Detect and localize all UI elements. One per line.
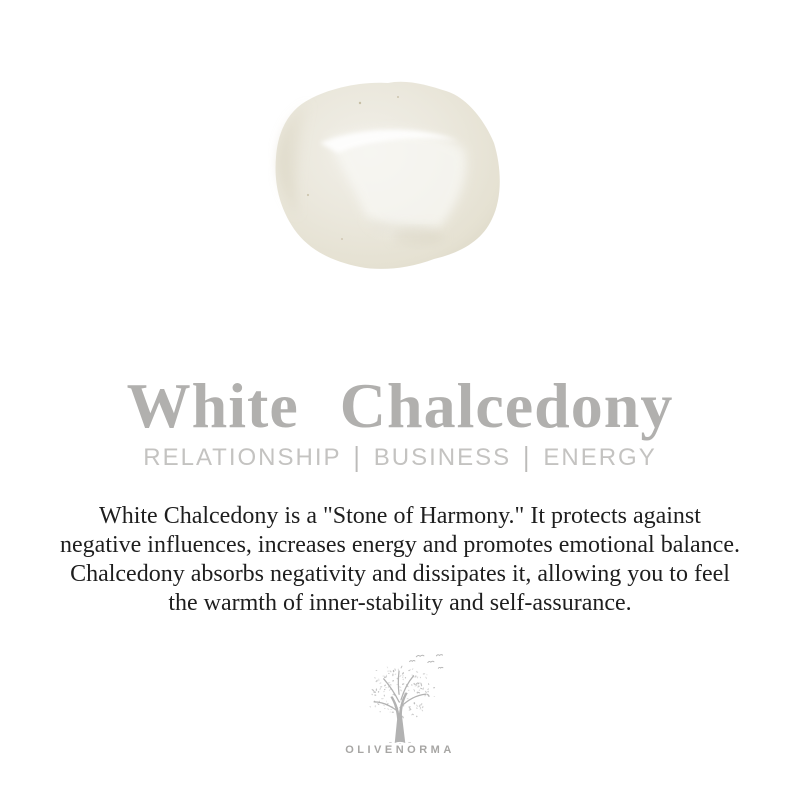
brand-logo xyxy=(352,652,448,744)
tag-relationship: RELATIONSHIP xyxy=(143,444,342,471)
stone-speckle xyxy=(397,96,399,98)
description-line: White Chalcedony is a "Stone of Harmony." It protects against xyxy=(99,503,701,529)
brand-wordmark: OLIVENORMA xyxy=(345,744,455,756)
stone-speckle xyxy=(307,194,309,196)
description-line: the warmth of inner-stability and self-assurance. xyxy=(168,590,632,616)
tag-line xyxy=(0,443,800,473)
description-line: negative influences, increases energy and promotes emotional balance. xyxy=(60,532,740,558)
stone-speckle xyxy=(359,102,361,104)
tag-energy: ENERGY xyxy=(543,444,657,471)
description xyxy=(20,502,780,618)
chalcedony-stone-image xyxy=(268,77,508,273)
stone-bottom-shadow xyxy=(392,229,444,245)
page-title: White Chalcedony xyxy=(126,369,674,441)
description-line: Chalcedony absorbs negativity and dissipates it, allowing you to feel xyxy=(70,561,730,587)
tag-separator: | xyxy=(523,441,532,473)
stone-speckle xyxy=(341,238,343,240)
birds-icon xyxy=(410,655,443,669)
tag-business: BUSINESS xyxy=(373,444,512,471)
product-photo xyxy=(268,77,508,273)
tag-separator: | xyxy=(353,441,362,473)
tree-logo-icon xyxy=(352,652,448,744)
tree-leaves xyxy=(369,665,435,718)
